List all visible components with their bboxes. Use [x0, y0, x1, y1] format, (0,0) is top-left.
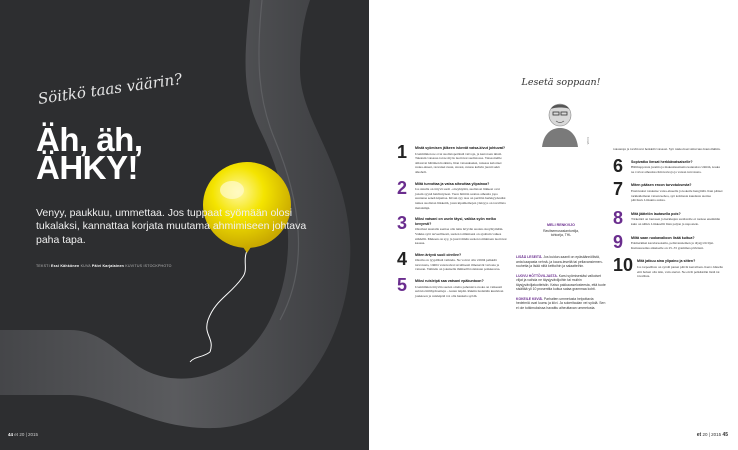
expert-panel: [516, 77, 606, 310]
question-number: 8: [613, 207, 624, 228]
photo-credit: KUVA: [586, 137, 590, 145]
question-text: Sopivatko limsat herkkävatsaiselle?: [631, 159, 693, 164]
headline-line-2: ÄHKY!: [36, 149, 138, 186]
writer-name: Essi Kähkönen: [50, 264, 80, 268]
balloon-knot: [243, 247, 251, 253]
kicker-text: Söitkö taas väärin?: [36, 69, 184, 108]
qa-item: [613, 231, 723, 252]
question-number: 6: [613, 155, 624, 176]
answer-text: Oireilu on tyypillistä vaihtelu. Ne voivat olla välillä pelkkää turvotusta, välillä vatsavaivat tavallisesti ilmenevät vaivana ja vatsaan. Vaihtelu on jokaisella ihmisellä toisistaan poikkeavaa.: [415, 258, 501, 272]
question-text: Mitä jäätelön lautasella pois?: [631, 211, 681, 216]
answer-text: Jos sinulla on ärtyvä suoli -oireyhtymä, suolistosi liikkeet ovat jonain syynä hairiintyneet. Tuon häiriön saattaa aiheutta jopa suuranaa seneä kiputtaa. Kivun syy taas on perätön herkkyydestäsi tuntea suoliston liikkeitä, joten kipuhiemojen yleisyys on tavallista matalampi.: [415, 187, 506, 210]
question-text: Miksi vatsani on usein täysi, vaikka syön melko kevyesti?: [415, 217, 497, 226]
headline-line-1: Äh, äh,: [36, 121, 143, 158]
question-text: Mitä jatkuu aina ylipaino ja sitten?: [637, 259, 696, 264]
question-number: 4: [397, 248, 408, 269]
answer-text: Esimerkiksi kasvisruokailu, pellavansiemen ja täysjyväviljat. Kuitusuositus aikuiselle on 25–35 grammaa päivässä.: [631, 241, 714, 250]
question-text: Mistä syömisen jälkeen iskevät vatsa-kivut johtuvat?: [415, 146, 506, 150]
answer-text: Oireilusi taustalla saattaa olla tuttu ärtyvän suolen oireyhtymään. Vaikka syöt terveellisesti, suolen toimintaasi on ajoittain vaikea säädellä. Mukaan on syy, ja juuri tämän suolen toimintaan tuottavat kaasua.: [415, 227, 507, 246]
answer-text: Useimmiten ärtyvän suolen oireita pahentava ruoka on vaikeasti sulavia hiilihydraatteja – kuten leipää. Rukiin tiedetään kuuluvan joukkoon ja ruisleipää voi olla hankala syödä.: [415, 284, 504, 298]
panel-title: Lesetä soppaan!: [521, 77, 601, 88]
folio-right: et 20 | 2015 45: [696, 432, 728, 438]
qa-column-3: [613, 146, 723, 279]
tip-item: LUOVU HÖTTÖVILJASTA. Karsi syömisestäsi valkoiset viljat ja vaihda ne täysjyväviljoihin tai muihin täysjyväviljatuotteisiin. Katso pakkausselosteesta, että tuote sisältää yli 10 prosenttia kuitua sataa grammaa kohti.: [516, 273, 606, 291]
answer-text: Tärkeintä on lautasen ja herkkujen suolistolle ei ruokaa enemmän kuin on nälkä. Liikkeellä liian paljon ja napostele.: [631, 217, 721, 226]
tips-list: [516, 255, 606, 315]
answer-text: Ensiavuksi roiskaise vatsa-alueelle ja kokeile hengittää. Kun pääset tarkkailemaan vatsan kehoa, syö kolmesta kuudesta ateriaa päivässä. Liikunta auttaa.: [631, 188, 723, 203]
question-number: 10: [613, 255, 634, 276]
question-number: 7: [613, 179, 624, 200]
continued-text: tokaanaja ja tarvittavat herkkää vatsaasi. Syö ruuka haavoittuvuus hautoiluihin.: [613, 147, 721, 151]
expert-name: MELI RENKVIJO: [547, 223, 575, 227]
question-text: Miten pääsen eroon turvotuksesta?: [631, 183, 692, 188]
lead-paragraph: Venyy, paukkuu, ummettaa. Jos tuppaat syömään olosi tukalaksi, kannattaa korjata muutama ahmimiseen johtava paha tapa.: [36, 207, 307, 246]
question-text: Miltä saan ruokavalioon lisää kuitua?: [631, 235, 695, 240]
qa-item: [397, 213, 507, 246]
qa-item: [397, 142, 507, 175]
answer-text: Useimmiten ne ovat suolistoperäisiä vaivoja, ja kerrotaan niistä. Takaisin vatsassa tai ne myös tuottavat suolistossa. Vatsaoireille altistavat hätäinen hotkinta, liian vatsaukseksi, runsaas kaloriset ruoka-aineet, rasvaiset ruuat, stressi, runsas kahvin juonti sekä alkoholi.: [415, 151, 502, 174]
question-number: 3: [397, 213, 408, 234]
qa-item: [613, 255, 723, 279]
qa-item: [613, 155, 723, 176]
question-number: 2: [397, 177, 408, 198]
qa-item: [397, 248, 507, 272]
question-text: Miltä turvottaa ja vatsa aiheuttaa ylipainoa?: [415, 181, 490, 186]
qa-item: [397, 275, 507, 298]
question-number: 5: [397, 275, 408, 296]
right-page: [369, 0, 738, 450]
article-credits: TEKSTI Essi Kähkönen KUVA Päivi Karjalainen KUVITUS ISTOCKPHOTO: [36, 264, 172, 268]
balloon-string: [207, 245, 250, 352]
expert-role: Ravitsemusasiantuntija, tohtorija, THL: [543, 229, 579, 238]
question-text: Miksi ruisleipä saa vatsani epäkuntoon?: [415, 279, 484, 284]
answer-text: Hiilihappoista juomia ja makeutusaineita kannattaa välttää, koska ne voivat aiheuttaa ilmavaivoja ja vatsan turvotusta.: [631, 165, 720, 174]
page-number-left: 44: [8, 432, 14, 437]
page-number-right: 45: [722, 432, 728, 438]
question-number: 9: [613, 231, 624, 252]
qa-item: [613, 179, 723, 203]
folio-left: 44 et 20 | 2015: [8, 432, 38, 437]
page-title: [36, 121, 143, 186]
question-text: Miten ärtyvä suoli oireilee?: [415, 252, 462, 257]
qa-item: [397, 177, 507, 211]
qa-column-1: [397, 142, 507, 298]
illustrator-name: Päivi Karjalainen: [91, 264, 125, 268]
answer-text: Jos tarpeellista on syödä pienet päivät kerrallaan. Kerro hänelle että haluat olla niin, vain ateriat. Ne eivät pelkästään lisää tai tavallista.: [637, 264, 723, 279]
tip-item: KOKEILE KIIVIÄ. Parhaiten ummetusta helpottavia hedelmiä ovat luumu ja kiivi. Ja sokeritaulan vei syödä. Sen ei ole tutkimuksissa havaittu aiheuttavan ummetusta.: [516, 296, 606, 310]
question-number: 1: [397, 142, 408, 162]
qa-item: [613, 207, 723, 228]
expert-portrait: [534, 95, 586, 147]
tip-item: LISÄÄ LESEITÄ. Jos kuidun-saanti on epäsäännöllistä, anta kaapasta vehnä- ja kaura-leseitä tai pellavansiemen-rouhetta ja lisää niitä keittoihin ja salaatteihin.: [516, 255, 603, 268]
